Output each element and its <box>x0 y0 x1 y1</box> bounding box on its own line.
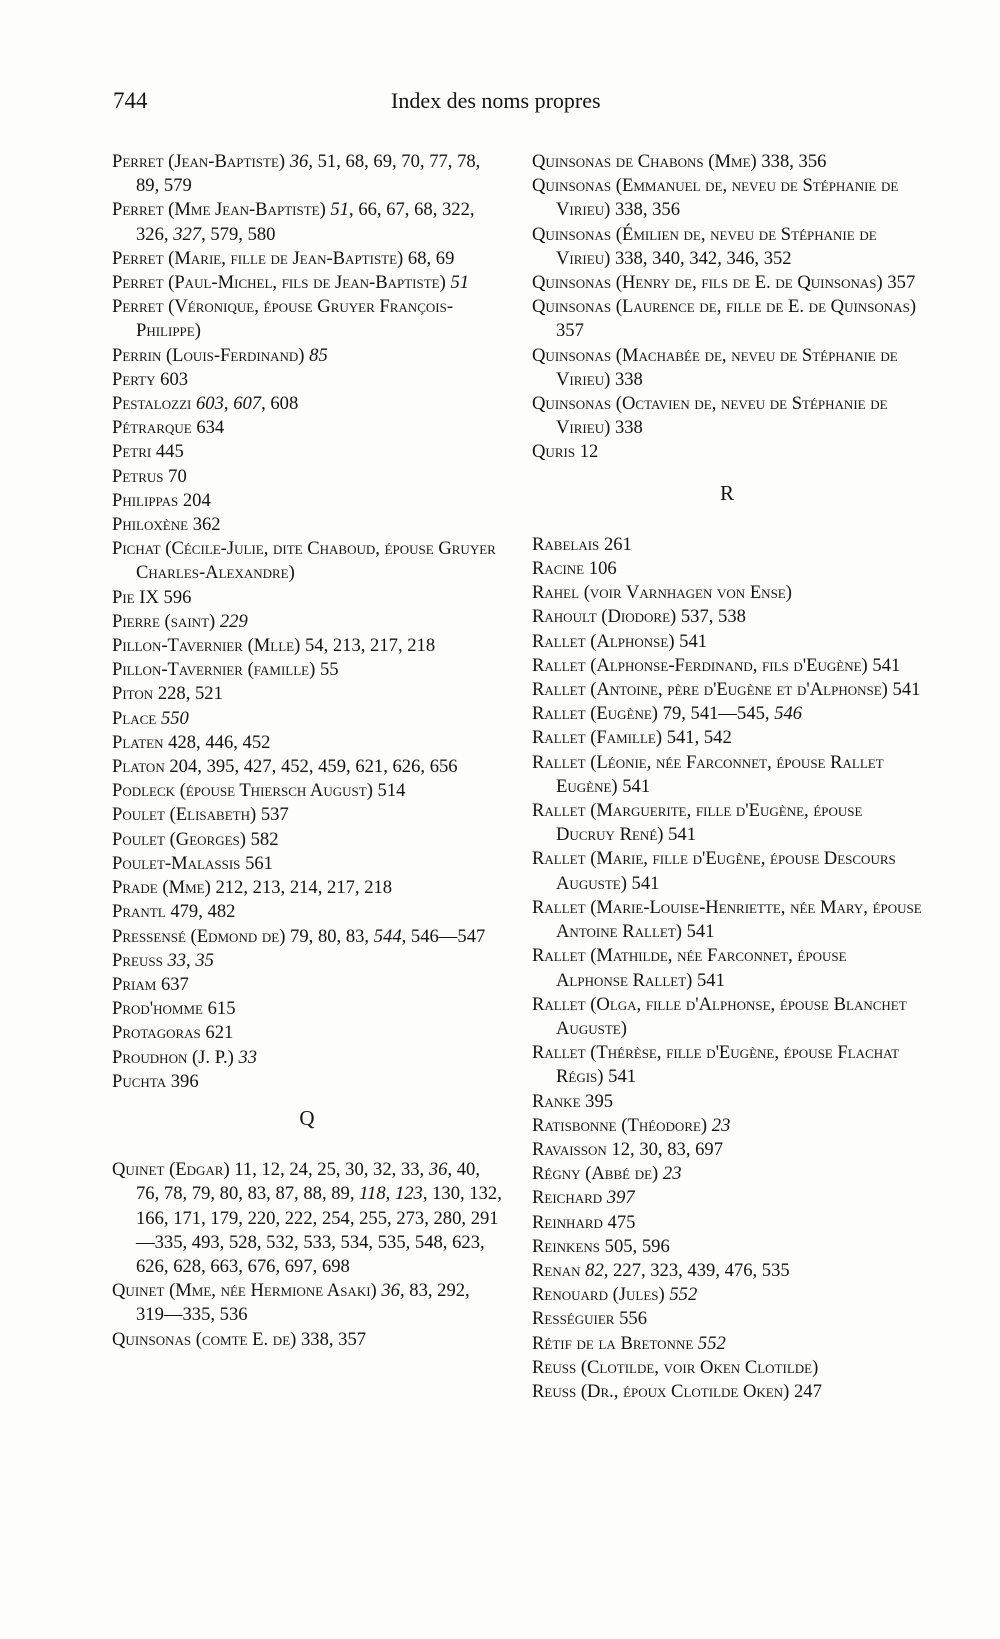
index-entry <box>112 440 502 464</box>
index-entry <box>112 344 502 368</box>
entry-page-refs: 537, 538 <box>680 606 746 628</box>
entry-page-ref-italic: 229 <box>219 610 248 632</box>
entry-page-refs: , 66, 67, 68, 322, 326, <box>136 199 475 245</box>
index-entry <box>112 392 502 416</box>
entry-page-refs: 615 <box>207 998 236 1020</box>
index-entry <box>112 803 502 827</box>
index-entry <box>112 537 502 585</box>
index-entry <box>112 198 502 246</box>
entry-page-refs: 541 <box>679 630 708 652</box>
entry-name: Reinkens <box>532 1235 605 1257</box>
index-entry <box>112 876 502 900</box>
entry-name: Reuss (Dr., époux Clotilde Oken) <box>532 1380 794 1402</box>
entry-name: Platon <box>112 756 170 778</box>
index-entry <box>532 751 922 799</box>
entry-name: Rallet (Alphonse-Ferdinand, fils d'Eugène) <box>532 654 873 676</box>
entry-page-refs: , 40, 76, 78, 79, 80, 83, 87, 88, 89, <box>136 1159 480 1205</box>
entry-page-refs: 338, 357 <box>300 1328 367 1350</box>
entry-name: Rétif de la Bretonne <box>532 1332 698 1354</box>
entry-page-ref-italic: 327 <box>173 223 202 245</box>
entry-page-refs: 79, 541—545, <box>662 703 775 725</box>
index-entry <box>532 344 922 392</box>
entry-name: Poulet (Elisabeth) <box>112 804 261 826</box>
entry-page-refs: 541 <box>872 654 901 676</box>
entry-page-ref-italic: 36 <box>428 1159 448 1181</box>
entry-name: Rallet (Eugène) <box>532 703 663 725</box>
entry-name: Quinsonas (Henry de, fils de E. de Quinsonas) <box>532 272 888 294</box>
index-entry <box>532 1235 922 1259</box>
entry-page-refs: 541 <box>696 969 725 991</box>
index-entry <box>112 489 502 513</box>
index-entry <box>112 1158 502 1279</box>
index-entry <box>112 247 502 271</box>
entry-page-refs: 338 <box>614 417 643 439</box>
entry-page-ref-italic: 82 <box>585 1259 604 1281</box>
index-entry <box>532 440 922 464</box>
entry-page-refs: 428, 446, 452 <box>168 731 271 753</box>
entry-page-ref-italic: 607 <box>233 393 262 415</box>
index-entry <box>532 1283 922 1307</box>
index-entry <box>532 1041 922 1089</box>
index-entry <box>112 634 502 658</box>
entry-name: Prod'homme <box>112 998 208 1020</box>
index-entry <box>112 610 502 634</box>
index-entry <box>112 1279 502 1327</box>
entry-name: Perret (Paul-Michel, fils de Jean-Baptiste) <box>112 272 451 294</box>
index-entry <box>532 174 922 222</box>
entry-page-refs: 514 <box>377 780 406 802</box>
index-entry <box>112 1021 502 1045</box>
entry-page-refs: 621 <box>205 1022 234 1044</box>
index-entry <box>532 1259 922 1283</box>
entry-page-refs: 541 <box>892 679 921 701</box>
index-entry <box>532 223 922 271</box>
entry-name: Quinsonas (Machabée de, neveu de Stéphanie de Virieu) <box>532 344 898 390</box>
entry-page-refs: 106 <box>588 558 617 580</box>
entry-page-refs: , <box>223 393 234 415</box>
index-entry <box>112 416 502 440</box>
index-entry <box>532 1307 922 1331</box>
index-entry <box>532 1332 922 1356</box>
index-entry <box>532 557 922 581</box>
index-entry <box>532 581 922 605</box>
index-entry <box>112 465 502 489</box>
entry-page-refs: , 130, 132, 166, 171, 179, 220, 222, 254, 255, 273, 280, 291—335, 493, 528, 532, 533, 534, 535, 548, 623, 626, 628, 663, 676, 697, 698 <box>136 1183 502 1277</box>
index-entry <box>112 513 502 537</box>
entry-page-refs: , 546—547 <box>401 925 486 947</box>
entry-page-refs: , <box>186 949 196 971</box>
entry-page-refs: 12 <box>579 441 599 463</box>
entry-page-refs: 338, 356 <box>614 199 681 221</box>
entry-name: Puchta <box>112 1070 171 1092</box>
entry-page-refs: 68, 69 <box>407 247 455 269</box>
index-entry <box>532 702 922 726</box>
index-entry <box>112 295 502 343</box>
index-entry <box>112 755 502 779</box>
entry-name: Poulet (Georges) <box>112 828 251 850</box>
entry-name: Rallet (Thérèse, fille d'Eugène, épouse Flachat Régis) <box>532 1042 900 1088</box>
entry-name: Perret (Jean-Baptiste) <box>112 151 290 172</box>
index-entry <box>532 1090 922 1114</box>
entry-page-ref-italic: 51 <box>450 272 470 294</box>
entry-page-refs: , 51, 68, 69, 70, 77, 78, 89, 579 <box>136 151 481 197</box>
entry-name: Ravaisson <box>532 1138 612 1160</box>
index-entry <box>532 1356 922 1380</box>
index-entry <box>112 949 502 973</box>
entry-page-ref-italic: 23 <box>662 1163 682 1185</box>
entry-page-refs: 357 <box>887 272 916 294</box>
entry-name: Piton <box>112 683 158 705</box>
entry-name: Quinsonas (comte E. de) <box>112 1328 301 1350</box>
entry-name: Pillon-Tavernier (famille) <box>112 659 320 681</box>
entry-page-ref-italic: 85 <box>309 344 328 366</box>
index-entry <box>532 271 922 295</box>
page-number: 744 <box>113 88 148 113</box>
entry-name: Renan <box>532 1259 586 1281</box>
entry-page-ref-italic: 35 <box>195 949 214 971</box>
index-entry <box>532 533 922 557</box>
entry-page-refs: 338, 356 <box>761 151 827 172</box>
entry-page-refs: 338, 340, 342, 346, 352 <box>614 247 792 269</box>
entry-name: Philoxène <box>112 514 193 536</box>
entry-name: Podleck (épouse Thiersch August) <box>112 780 378 802</box>
entry-page-refs: 54, 213, 217, 218 <box>304 635 436 657</box>
entry-page-refs: 445 <box>155 441 184 463</box>
entry-page-refs: 541 <box>622 775 651 797</box>
entry-page-refs: 541, 542 <box>666 727 732 749</box>
entry-name: Pierre (saint) <box>112 610 220 632</box>
entry-name: Petri <box>112 441 156 463</box>
index-entry <box>532 726 922 750</box>
entry-page-ref-italic: 552 <box>697 1332 726 1354</box>
entry-name: Rallet (Marie-Louise-Henriette, née Mary, épouse Antoine Rallet) <box>532 896 922 943</box>
entry-page-ref-italic: 544 <box>373 925 402 947</box>
entry-name: Pie IX <box>112 586 164 608</box>
entry-page-refs: 228, 521 <box>157 683 223 705</box>
entry-name: Ratisbonne (Théodore) <box>532 1114 712 1136</box>
entry-name: Philippas <box>112 489 183 511</box>
entry-name: Pétrarque <box>112 417 197 439</box>
entry-page-refs: 541 <box>631 872 660 894</box>
entry-name: Place <box>112 707 161 729</box>
entry-name: Rallet (Mathilde, née Farconnet, épouse Alphonse Rallet) <box>532 945 847 991</box>
index-entry <box>532 944 922 992</box>
entry-page-ref-italic: 118 <box>359 1183 386 1205</box>
index-entry <box>112 997 502 1021</box>
entry-name: Quinet (Mme, née Hermione Asaki) <box>112 1280 382 1302</box>
entry-page-ref-italic: 36 <box>289 151 309 172</box>
entry-page-refs: , 608 <box>261 393 299 415</box>
entry-name: Quinsonas (Octavien de, neveu de Stéphanie de Virieu) <box>532 393 888 439</box>
entry-name: Régny (Abbé de) <box>532 1163 663 1185</box>
index-entry <box>112 828 502 852</box>
entry-page-refs: 338 <box>614 368 643 390</box>
index-entry <box>532 847 922 895</box>
entry-name: Rallet (Léonie, née Farconnet, épouse Rallet Eugène) <box>532 751 884 797</box>
entry-name: Rahel (voir Varnhagen von Ense) <box>532 582 792 604</box>
entry-name: Pichat (Cécile-Julie, dite Chaboud, épouse Gruyer Charles-Alexandre) <box>112 538 496 584</box>
index-column-left <box>112 150 502 1352</box>
entry-page-refs: 396 <box>170 1070 199 1092</box>
entry-name: Rallet (Alphonse) <box>532 630 680 652</box>
entry-name: Quinsonas (Emmanuel de, neveu de Stéphanie de Virieu) <box>532 175 899 221</box>
entry-name: Quinet (Edgar) <box>112 1159 235 1181</box>
entry-page-refs: 541 <box>608 1066 637 1088</box>
entry-page-ref-italic: 603 <box>196 393 224 415</box>
entry-page-refs: 505, 596 <box>604 1235 670 1257</box>
index-entry <box>112 1046 502 1070</box>
running-title: Index des noms propres <box>391 88 601 113</box>
index-entry <box>112 586 502 610</box>
entry-name: Priam <box>112 973 161 995</box>
entry-page-refs: , <box>385 1183 395 1205</box>
entry-name: Rallet (Antoine, père d'Eugène et d'Alphonse) <box>532 679 893 701</box>
entry-page-ref-italic: 546 <box>774 703 803 725</box>
entry-page-refs: 537 <box>260 804 289 826</box>
index-entry <box>532 654 922 678</box>
index-entry <box>112 658 502 682</box>
entry-name: Protagoras <box>112 1022 206 1044</box>
entry-page-refs: 247 <box>793 1380 822 1402</box>
entry-name: Ranke <box>532 1090 586 1112</box>
entry-page-refs: 603 <box>160 368 189 390</box>
index-entry <box>112 731 502 755</box>
letter-heading: R <box>719 480 734 505</box>
entry-name: Rallet (Marguerite, fille d'Eugène, épouse Ducruy René) <box>532 800 863 846</box>
entry-page-refs: 11, 12, 24, 25, 30, 32, 33, <box>234 1159 429 1181</box>
entry-name: Prade (Mme) <box>112 877 216 899</box>
index-entry <box>112 707 502 731</box>
entry-page-refs: , 83, 292, 319—335, 536 <box>136 1280 470 1326</box>
entry-name: Quinsonas (Laurence de, fille de E. de Quinsonas) <box>532 296 917 318</box>
entry-name: Perrin (Louis-Ferdinand) <box>112 344 310 366</box>
index-entry <box>112 1070 502 1094</box>
entry-page-refs: 541 <box>668 824 696 846</box>
index-entry <box>532 896 922 944</box>
index-entry <box>112 150 502 198</box>
entry-page-ref-italic: 51 <box>330 199 350 221</box>
index-entry <box>112 779 502 803</box>
entry-page-refs: 541 <box>686 921 715 943</box>
entry-page-ref-italic: 36 <box>381 1280 400 1302</box>
entry-name: Perret (Véronique, épouse Gruyer François-Philippe) <box>112 296 454 342</box>
index-entry <box>532 1380 922 1404</box>
entry-page-refs: 596 <box>163 586 192 608</box>
entry-page-refs: 261 <box>603 533 632 555</box>
entry-page-refs: 561 <box>245 852 273 874</box>
entry-name: Rallet (Olga, fille d'Alphonse, épouse Blanchet Auguste) <box>532 993 907 1039</box>
entry-name: Quris <box>532 441 580 463</box>
index-entry <box>532 605 922 629</box>
entry-page-ref-italic: 33 <box>238 1046 258 1068</box>
entry-name: Reinhard <box>532 1211 608 1233</box>
entry-name: Preuss <box>112 949 168 971</box>
entry-page-refs: 582 <box>250 828 279 850</box>
entry-name: Perret (Marie, fille de Jean-Baptiste) <box>112 247 408 269</box>
entry-name: Perret (Mme Jean-Baptiste) <box>112 199 331 221</box>
entry-page-refs: 634 <box>196 417 225 439</box>
index-entry <box>112 1328 502 1352</box>
entry-name: Rallet (Famille) <box>532 727 667 749</box>
index-entry <box>532 1186 922 1210</box>
entry-page-refs: 357 <box>556 320 584 342</box>
entry-page-ref-italic: 550 <box>160 707 189 729</box>
entry-name: Rahoult (Diodore) <box>532 606 681 628</box>
entry-name: Reuss (Clotilde, voir Oken Clotilde) <box>532 1356 819 1378</box>
letter-heading: Q <box>299 1105 315 1130</box>
entry-name: Rességuier <box>532 1308 620 1330</box>
entry-name: Rallet (Marie, fille d'Eugène, épouse Descours Auguste) <box>532 848 896 894</box>
entry-page-refs: , 227, 323, 439, 476, 535 <box>603 1259 790 1281</box>
entry-page-refs: 362 <box>192 514 221 536</box>
entry-name: Pestalozzi <box>112 393 196 415</box>
entry-name: Rabelais <box>532 533 604 555</box>
entry-name: Prantl <box>112 901 171 923</box>
index-entry <box>532 993 922 1041</box>
index-column-right <box>532 150 922 1404</box>
index-entry <box>112 925 502 949</box>
entry-name: Perty <box>112 368 161 390</box>
entry-name: Quinsonas (Émilien de, neveu de Stéphanie de Virieu) <box>532 223 877 269</box>
entry-page-ref-italic: 123 <box>394 1183 423 1205</box>
entry-page-refs: 70 <box>168 465 187 487</box>
index-entry <box>112 852 502 876</box>
entry-page-ref-italic: 23 <box>711 1114 731 1136</box>
index-entry <box>532 150 922 174</box>
entry-name: Proudhon (J. P.) <box>112 1046 239 1068</box>
entry-page-ref-italic: 33 <box>167 949 187 971</box>
entry-page-refs: 79, 80, 83, <box>290 925 374 947</box>
index-entry <box>112 368 502 392</box>
entry-page-refs: , 579, 580 <box>201 223 276 245</box>
entry-page-ref-italic: 552 <box>669 1284 698 1306</box>
entry-page-refs: 395 <box>585 1090 614 1112</box>
index-entry <box>532 295 922 343</box>
entry-page-refs: 204, 395, 427, 452, 459, 621, 626, 656 <box>169 756 458 778</box>
entry-page-refs: 204 <box>182 489 211 511</box>
entry-page-refs: 637 <box>160 973 189 995</box>
index-entry <box>112 900 502 924</box>
index-entry <box>532 799 922 847</box>
index-entry <box>112 271 502 295</box>
entry-name: Platen <box>112 731 169 753</box>
index-entry <box>112 973 502 997</box>
entry-page-refs: 556 <box>619 1308 648 1330</box>
index-entry <box>532 1211 922 1235</box>
entry-page-refs: 479, 482 <box>170 901 236 923</box>
entry-name: Renouard (Jules) <box>532 1284 670 1306</box>
index-entry <box>532 1114 922 1138</box>
index-entry <box>532 630 922 654</box>
entry-name: Petrus <box>112 465 169 487</box>
index-entry <box>532 392 922 440</box>
entry-name: Reichard <box>532 1187 607 1209</box>
entry-page-refs: 475 <box>607 1211 636 1233</box>
entry-name: Poulet-Malassis <box>112 852 246 874</box>
index-entry <box>532 1138 922 1162</box>
index-entry <box>532 1162 922 1186</box>
entry-name: Pillon-Tavernier (Mlle) <box>112 635 305 657</box>
entry-name: Racine <box>532 558 589 580</box>
entry-page-refs: 212, 213, 214, 217, 218 <box>215 877 393 899</box>
entry-page-refs: 12, 30, 83, 697 <box>611 1138 723 1160</box>
entry-name: Quinsonas de Chabons (Mme) <box>532 151 762 172</box>
index-entry <box>112 682 502 706</box>
entry-page-ref-italic: 397 <box>606 1187 635 1209</box>
entry-name: Pressensé (Edmond de) <box>112 925 291 947</box>
entry-page-refs: 55 <box>319 659 339 681</box>
index-entry <box>532 678 922 702</box>
